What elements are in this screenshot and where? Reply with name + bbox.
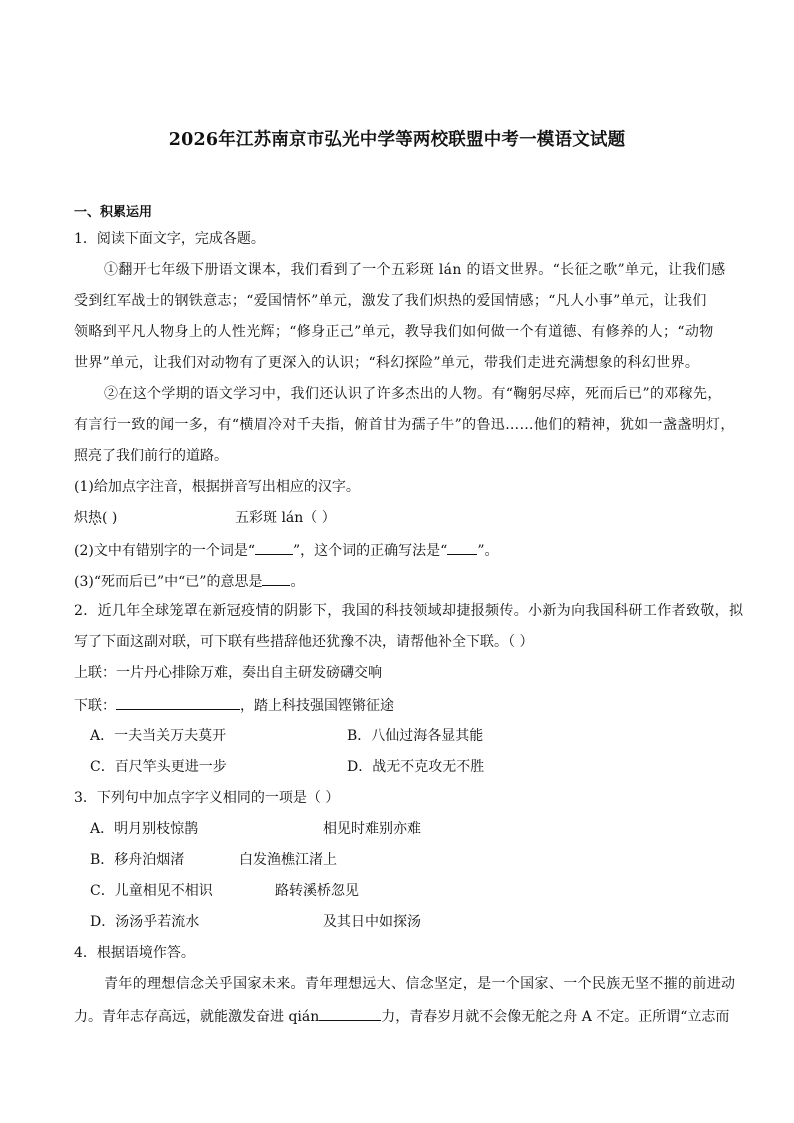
question-4-stem: 4．根据语境作答。 <box>74 945 195 961</box>
subquestion-1: (1)给加点字注音，根据拼音写出相应的汉字。 <box>74 479 360 495</box>
answer-parentheses[interactable]: ( ) <box>102 510 118 526</box>
subquestion-1-item-b[interactable]: 五彩斑 lán（ ） <box>235 510 336 526</box>
passage-paragraph-1-line: 受到红军战士的钢铁意志；“爱国情怀”单元，激发了我们炽热的爱国情感；“凡人小事”单元，让我们 <box>74 293 707 309</box>
option-d[interactable]: D．汤汤乎若流水 <box>90 914 200 930</box>
answer-blank[interactable] <box>319 1005 381 1021</box>
question-1-stem: 1．阅读下面文字，完成各题。 <box>74 231 265 247</box>
question-4-passage-line: 青年的理想信念关乎国家未来。青年理想远大、信念坚定，是一个国家、一个民族无坚不摧的前进动 <box>104 976 736 992</box>
subquestion-2-text-a: (2)文中有错别字的一个词是“ <box>74 543 255 559</box>
subquestion-3-text-b: 。 <box>290 574 305 590</box>
passage-paragraph-2-line: ②在这个学期的语文学习中，我们还认识了许多杰出的人物。有“鞠躬尽瘁，死而后已”的邓稼先， <box>104 386 722 402</box>
couplet-lower <box>74 694 394 716</box>
option-c-pair: 路转溪桥忽见 <box>275 883 359 899</box>
option-b[interactable]: B．移舟泊烟渚 <box>90 852 185 868</box>
answer-blank[interactable] <box>255 539 293 555</box>
option-c[interactable]: C．百尺竿头更进一步 <box>90 759 227 775</box>
couplet-lower-suffix: ，踏上科技强国铿锵征途 <box>240 698 394 714</box>
subquestion-2-text-c: ”。 <box>477 543 499 559</box>
answer-blank[interactable] <box>447 539 477 555</box>
option-a[interactable]: A．一夫当关万夫莫开 <box>90 728 227 744</box>
subquestion-2-text-b: ”，这个词的正确写法是“ <box>293 543 448 559</box>
passage-paragraph-1-line: ①翻开七年级下册语文课本，我们看到了一个五彩斑 lán 的语文世界。“长征之歌”单元，让我们感 <box>104 262 726 278</box>
question-3-stem: 3．下列句中加点字字义相同的一项是（ ） <box>74 790 340 806</box>
passage-paragraph-2-line: 有言行一致的闻一多，有“横眉冷对千夫指，俯首甘为孺子牛”的鲁迅……他们的精神，犹如一盏盏明灯， <box>74 417 735 433</box>
page-title: 2026年江苏南京市弘光中学等两校联盟中考一模语文试题 <box>168 130 626 150</box>
dotted-character: 热 <box>88 510 102 526</box>
option-b-pair: 白发渔樵江渚上 <box>239 852 337 868</box>
subquestion-1-item-a <box>74 508 117 528</box>
couplet-upper: 上联：一片丹心排除万难，奏出自主研发磅礴交响 <box>74 665 382 681</box>
option-a[interactable]: A．明月别枝惊鹊 <box>90 821 199 837</box>
item-a-prefix: 炽 <box>74 510 88 526</box>
couplet-lower-prefix: 下联： <box>74 698 116 714</box>
subquestion-3 <box>74 570 304 592</box>
subquestion-2 <box>74 539 499 561</box>
passage-text-a: 力。青年志存高远，就能激发奋进 qián <box>74 1009 320 1025</box>
answer-blank[interactable] <box>262 570 290 586</box>
option-b[interactable]: B．八仙过海各显其能 <box>347 728 484 744</box>
option-d[interactable]: D．战无不克攻无不胜 <box>347 759 485 775</box>
option-c[interactable]: C．儿童相见不相识 <box>90 883 213 899</box>
answer-blank[interactable] <box>116 694 240 710</box>
passage-paragraph-1-line: 领略到平凡人物身上的人性光辉；“修身正己”单元，教导我们如何做一个有道德、有修养的人；“动物 <box>74 324 714 340</box>
passage-paragraph-1-line: 世界”单元，让我们对动物有了更深入的认识；“科幻探险”单元，带我们走进充满想象的科幻世界。 <box>74 355 700 371</box>
passage-paragraph-2-line: 照亮了我们前行的道路。 <box>74 448 228 464</box>
subquestion-3-text-a: (3)“死而后已”中“已”的意思是 <box>74 574 263 590</box>
option-a-pair: 相见时难别亦难 <box>323 821 421 837</box>
question-4-passage-line <box>74 1005 729 1027</box>
question-2-stem: 写了下面这副对联，可下联有些措辞他还犹豫不决，请帮他补全下联。（ ） <box>74 634 534 650</box>
option-d-pair: 及其日中如探汤 <box>323 914 421 930</box>
question-2-stem: 2．近几年全球笼罩在新冠疫情的阴影下，我国的科技领域却捷报频传。小新为向我国科研工作者致敬，拟 <box>74 603 744 619</box>
section-heading: 一、积累运用 <box>74 205 153 220</box>
passage-text-b: 力，青春岁月就不会像无舵之舟 A 不定。正所谓“立志而 <box>381 1009 730 1025</box>
